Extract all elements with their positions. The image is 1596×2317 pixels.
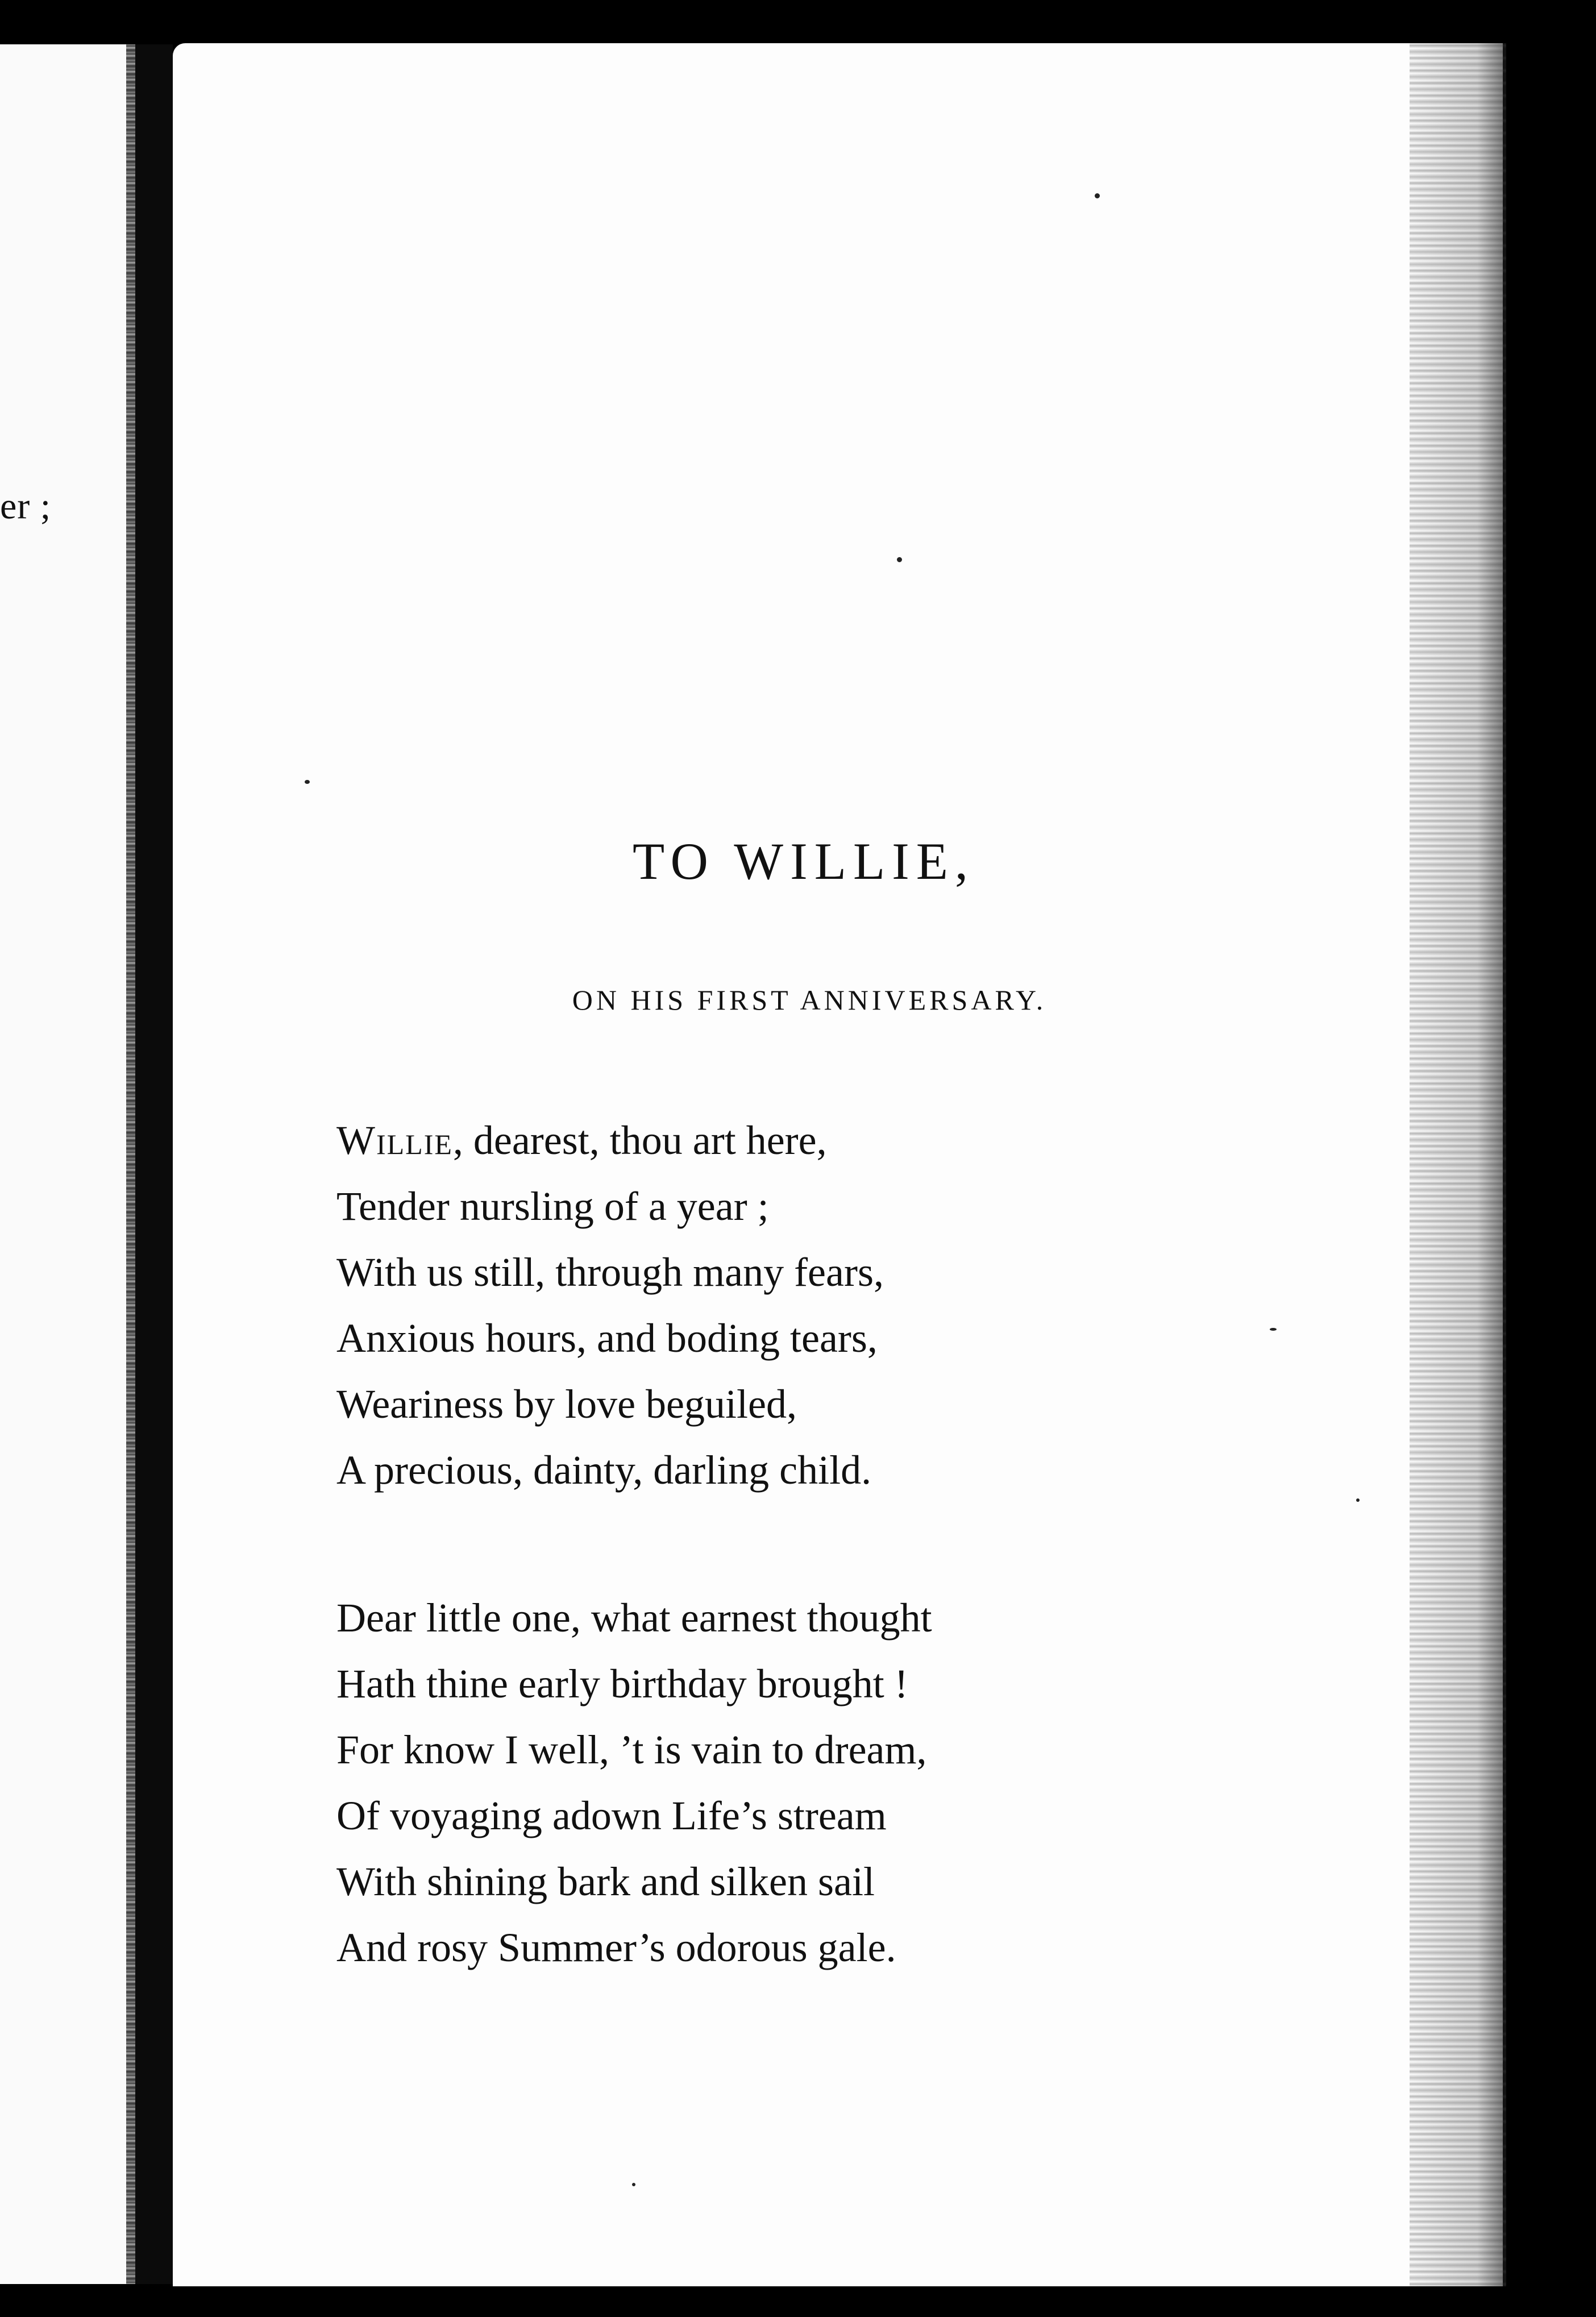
poem-line: With us still, through many fears, [336,1249,884,1295]
page-ragged-edge [1410,43,1506,2286]
scan-speck [632,2183,635,2186]
poem-line: And rosy Summer’s odorous gale. [336,1925,896,1970]
poem-subtitle: ON HIS FIRST ANNIVERSARY. [572,984,1047,1016]
previous-page-text-fragment: er ; [0,485,52,527]
poem-line: Of voyaging adown Life’s stream [336,1793,887,1838]
stanza-1 [336,1107,884,1503]
poem-line: Anxious hours, and boding tears, [336,1315,878,1361]
scan-border-bottom [0,2286,1596,2317]
scan-speck [897,557,902,562]
poem-title: TO WILLIE, [632,832,975,890]
book-gutter [135,44,173,2284]
scan-speck [1095,193,1100,198]
scan-speck [1270,1328,1277,1331]
scan-border-right [1506,0,1596,2317]
poem-line: With shining bark and silken sail [336,1859,875,1904]
poem-line: A precious, dainty, darling child. [336,1447,872,1493]
scan-speck [1356,1498,1360,1502]
poem-line: Dear little one, what earnest thought [336,1595,932,1641]
poem-line-lead-word: Willie [336,1118,453,1163]
poem-line: Tender nursling of a year ; [336,1184,769,1229]
poem-line-rest: , dearest, thou art here, [452,1118,827,1163]
previous-page-strip [0,44,135,2284]
poem-line: Hath thine early birthday brought ! [336,1661,908,1706]
scan-speck [305,780,310,784]
stanza-2 [336,1585,932,1980]
poem-line [336,1107,884,1173]
poem-line: Weariness by love beguiled, [336,1381,797,1427]
poem-line: For know I well, ’t is vain to dream, [336,1727,927,1772]
